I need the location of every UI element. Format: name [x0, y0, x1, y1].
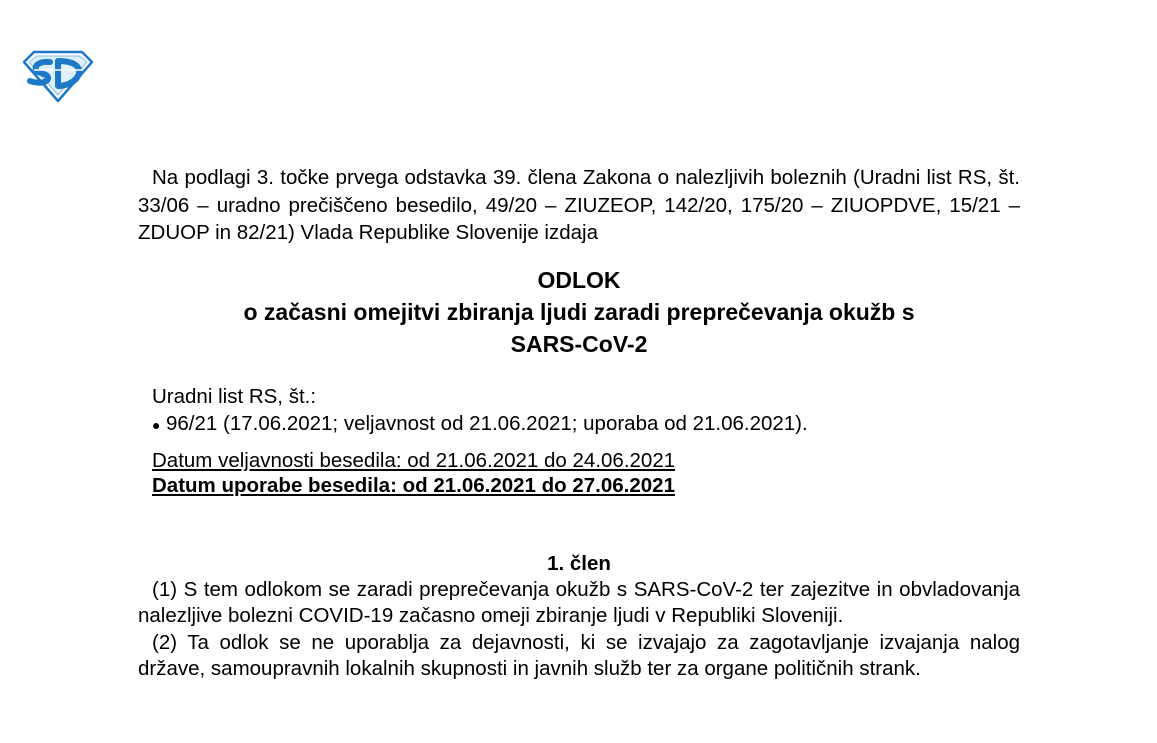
title-main: ODLOK: [537, 266, 621, 293]
gazette-label: Uradni list RS, št.:: [152, 384, 317, 408]
title-line-3: SARS-CoV-2: [510, 330, 648, 357]
article-heading: 1. člen: [547, 551, 611, 575]
title-line-2: o začasni omejitvi zbiranja ljudi zaradi preprečevanja okužb s: [243, 298, 915, 325]
bullet-icon: ●: [152, 416, 161, 433]
gazette-list-item: [152, 410, 1020, 439]
validity-info: [138, 448, 1020, 498]
document-page: [138, 164, 1020, 683]
article-paragraph-1: (1) S tem odlokom se zaradi preprečevanja okužb s SARS-CoV-2 ter zajezitve in obvladovanja nalezljive bolezni COVID-19 začasno omeji zbiranje ljudi v Republiki Sloveniji.: [138, 577, 1020, 627]
gazette-item-text: 96/21 (17.06.2021; veljavnost od 21.06.2021; uporaba od 21.06.2021).: [166, 411, 808, 435]
article-paragraph-2: (2) Ta odlok se ne uporablja za dejavnosti, ki se izvajajo za zagotavljanje izvajanja nalog države, samoupravnih lokalnih skupnosti in javnih služb ter za organe političnih strank.: [138, 630, 1020, 680]
application-date: Datum uporabe besedila: od 21.06.2021 do 27.06.2021: [152, 473, 675, 497]
document-title: [138, 264, 1020, 360]
sd-logo-icon: [20, 48, 96, 104]
gazette-info: [138, 383, 1020, 439]
validity-date: Datum veljavnosti besedila: od 21.06.2021 do 24.06.2021: [152, 448, 676, 472]
preamble-text: Na podlagi 3. točke prvega odstavka 39. člena Zakona o nalezljivih boleznih (Uradni list RS, št. 33/06 – uradno prečiščeno besedilo, 49/20 – ZIUZEOP, 142/20, 175/20 – ZIUOPDVE, 15/21 – ZDUOP in 82/21) Vlada Republike Slovenije izdaja: [138, 166, 1020, 244]
